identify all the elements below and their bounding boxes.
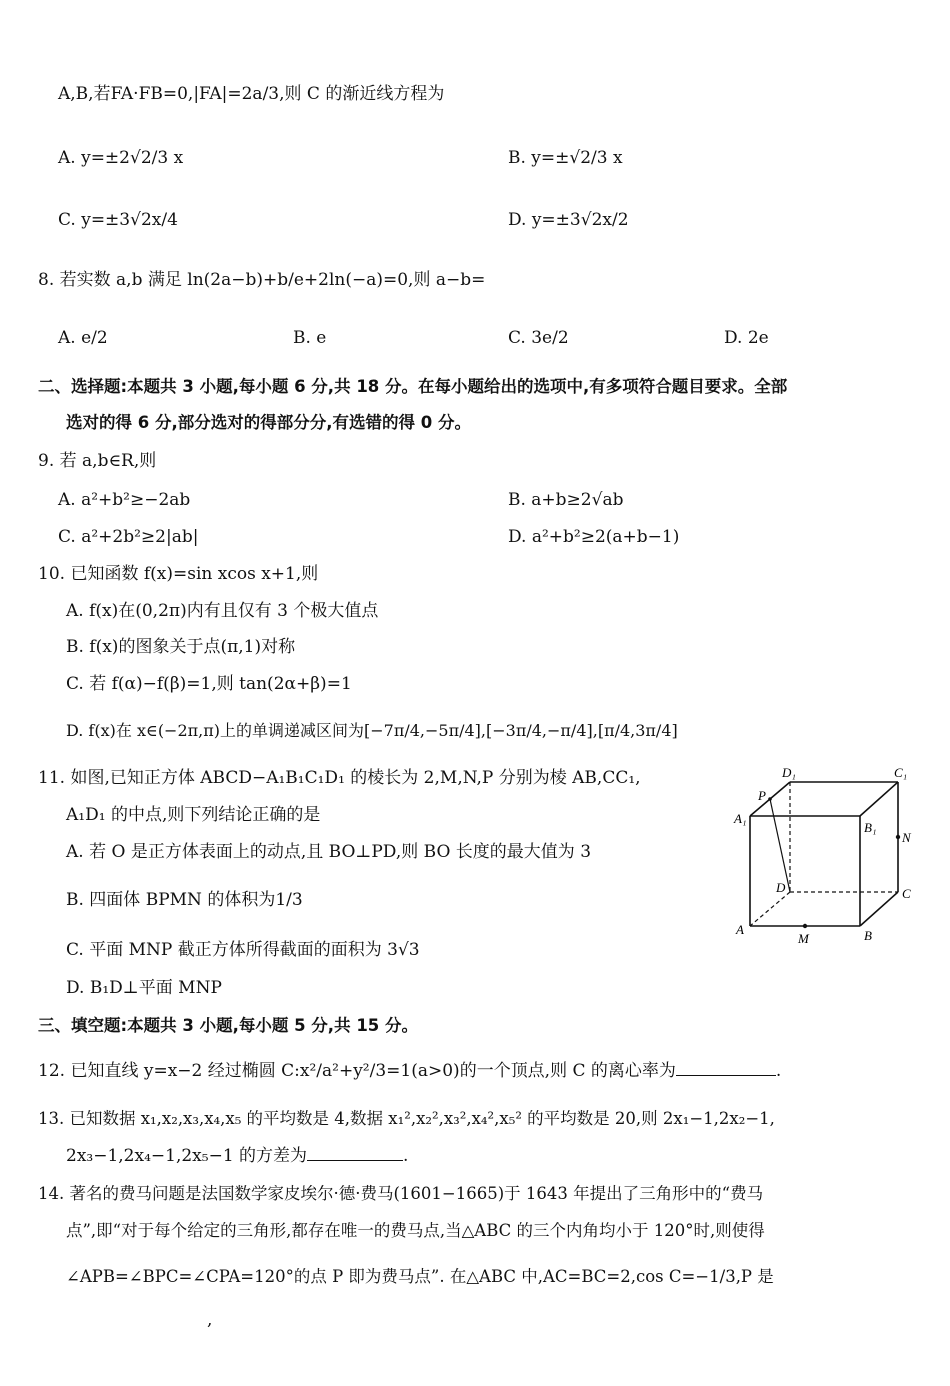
q8-option-d: D. 2e bbox=[724, 328, 769, 348]
q7-option-d: D. y=±3√2x/2 bbox=[508, 210, 629, 230]
edge-C1B1 bbox=[860, 782, 898, 816]
q9-option-b: B. a+b≥2√ab bbox=[508, 490, 624, 510]
q11-stem-line1: 11. 如图,已知正方体 ABCD−A₁B₁C₁D₁ 的棱长为 2,M,N,P 分别为棱 AB,CC₁, bbox=[38, 768, 641, 788]
q8-stem: 8. 若实数 a,b 满足 ln(2a−b)+b/e+2ln(−a)=0,则 a−b= bbox=[38, 270, 486, 290]
label-N: N bbox=[902, 830, 911, 845]
cube-figure bbox=[732, 762, 918, 948]
q12-line bbox=[38, 1061, 781, 1081]
label-B1: B₁ bbox=[864, 820, 877, 835]
q8-option-a: A. e/2 bbox=[58, 328, 108, 348]
point-N bbox=[896, 835, 900, 839]
q10-option-c: C. 若 f(α)−f(β)=1,则 tan(2α+β)=1 bbox=[66, 674, 352, 694]
q13-line2 bbox=[66, 1146, 408, 1166]
q7-stem: A,B,若FA·FB=0,|FA|=2a/3,则 C 的渐近线方程为 bbox=[58, 84, 445, 104]
section2-heading-line1: 二、选择题:本题共 3 小题,每小题 6 分,共 18 分。在每小题给出的选项中,有多项符合题目要求。全部 bbox=[38, 377, 788, 396]
q11-stem-line2: A₁D₁ 的中点,则下列结论正确的是 bbox=[66, 805, 321, 825]
q13-stem: 2x₃−1,2x₄−1,2x₅−1 的方差为 bbox=[66, 1146, 308, 1166]
point-P bbox=[768, 797, 772, 801]
q11-option-a: A. 若 O 是正方体表面上的动点,且 BO⊥PD,则 BO 长度的最大值为 3 bbox=[66, 842, 592, 862]
label-D1: D₁ bbox=[782, 765, 796, 780]
q11-option-b: B. 四面体 BPMN 的体积为1/3 bbox=[66, 890, 303, 910]
q10-option-a: A. f(x)在(0,2π)内有且仅有 3 个极大值点 bbox=[66, 601, 379, 621]
q10-option-b: B. f(x)的图象关于点(π,1)对称 bbox=[66, 637, 296, 657]
point-M bbox=[803, 924, 807, 928]
footer-mark: , bbox=[207, 1310, 213, 1330]
q13-answer-blank[interactable] bbox=[307, 1146, 403, 1161]
label-D: D bbox=[776, 880, 786, 895]
label-P: P bbox=[758, 788, 766, 803]
q12-answer-blank[interactable] bbox=[676, 1061, 776, 1076]
label-C1: C₁ bbox=[894, 765, 908, 780]
label-B: B bbox=[864, 928, 872, 943]
q7-option-c: C. y=±3√2x/4 bbox=[58, 210, 178, 230]
q9-option-d: D. a²+b²≥2(a+b−1) bbox=[508, 527, 680, 547]
q12-stem: 12. 已知直线 y=x−2 经过椭圆 C:x²/a²+y²/3=1(a>0)的一个顶点,则 C 的离心率为 bbox=[38, 1061, 676, 1081]
q8-option-b: B. e bbox=[293, 328, 327, 348]
q11-option-c: C. 平面 MNP 截正方体所得截面的面积为 3√3 bbox=[66, 940, 420, 960]
q13-tail: . bbox=[403, 1146, 409, 1166]
q13-line1: 13. 已知数据 x₁,x₂,x₃,x₄,x₅ 的平均数是 4,数据 x₁²,x₂²,x₃²,x₄²,x₅² 的平均数是 20,则 2x₁−1,2x₂−1, bbox=[38, 1109, 775, 1128]
q14-line2: 点”,即“对于每个给定的三角形,都存在唯一的费马点,当△ABC 的三个内角均小于 120°时,则使得 bbox=[66, 1221, 765, 1240]
q9-option-c: C. a²+2b²≥2|ab| bbox=[58, 527, 199, 547]
section2-heading-line2: 选对的得 6 分,部分选对的得部分分,有选错的得 0 分。 bbox=[66, 413, 471, 432]
segment-PD bbox=[770, 799, 790, 892]
section3-heading: 三、填空题:本题共 3 小题,每小题 5 分,共 15 分。 bbox=[38, 1016, 419, 1035]
edge-CB bbox=[860, 892, 898, 926]
q10-option-d: D. f(x)在 x∈(−2π,π)上的单调递减区间为[−7π/4,−5π/4],[−3π/4,−π/4],[π/4,3π/4] bbox=[66, 721, 678, 740]
q8-option-c: C. 3e/2 bbox=[508, 328, 569, 348]
edge-DA-hidden bbox=[750, 892, 790, 926]
label-A: A bbox=[736, 922, 744, 937]
q9-stem: 9. 若 a,b∈R,则 bbox=[38, 451, 157, 471]
q10-stem: 10. 已知函数 f(x)=sin xcos x+1,则 bbox=[38, 564, 319, 584]
label-C: C bbox=[902, 886, 911, 901]
q7-option-b: B. y=±√2/3 x bbox=[508, 148, 623, 168]
q7-option-a: A. y=±2√2/3 x bbox=[58, 148, 184, 168]
label-M: M bbox=[798, 931, 809, 946]
q9-option-a: A. a²+b²≥−2ab bbox=[58, 490, 191, 510]
q11-option-d: D. B₁D⊥平面 MNP bbox=[66, 978, 222, 998]
q12-tail: . bbox=[775, 1061, 782, 1081]
q14-line1: 14. 著名的费马问题是法国数学家皮埃尔·德·费马(1601−1665)于 1643 年提出了三角形中的“费马 bbox=[38, 1184, 764, 1203]
q14-line3: ∠APB=∠BPC=∠CPA=120°的点 P 即为费马点”. 在△ABC 中,AC=BC=2,cos C=−1/3,P 是 bbox=[66, 1267, 774, 1286]
label-A1: A₁ bbox=[734, 811, 747, 826]
